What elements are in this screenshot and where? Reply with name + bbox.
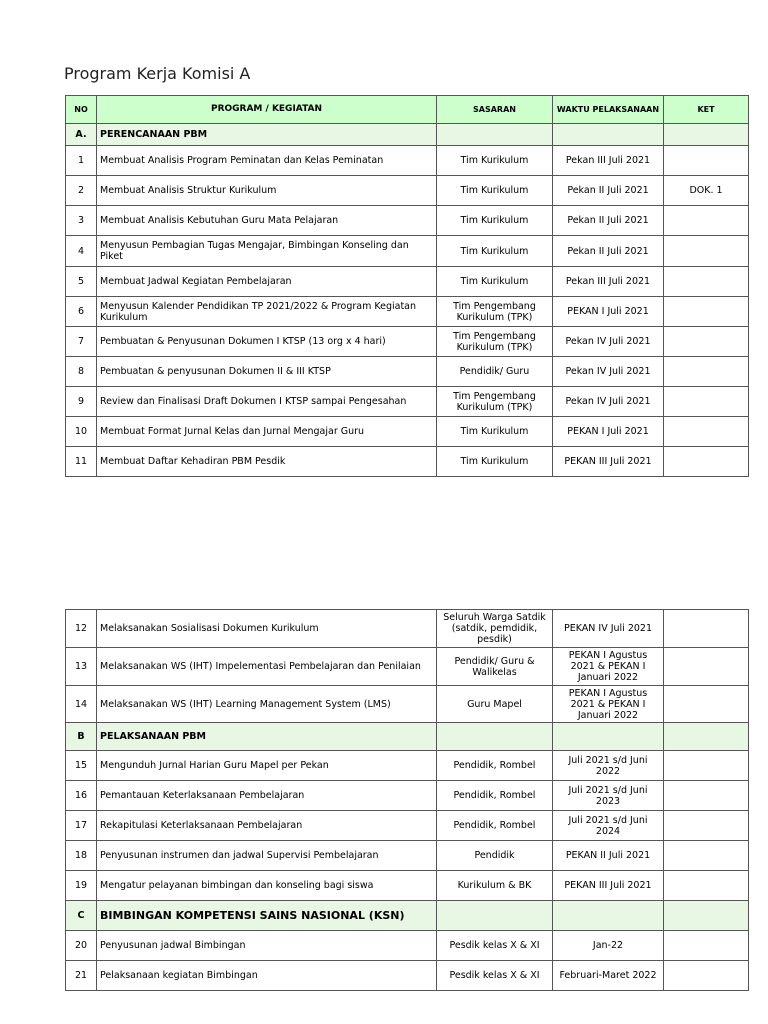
row-ket xyxy=(664,871,749,901)
row-number: 9 xyxy=(66,387,97,417)
table-row xyxy=(66,357,749,387)
table-row xyxy=(66,841,749,871)
header-sasaran: SASARAN xyxy=(437,96,553,124)
row-program: Pembuatan & Penyusunan Dokumen I KTSP (13 org x 4 hari) xyxy=(97,327,437,357)
section-row-b xyxy=(66,723,749,751)
row-program: Pemantauan Keterlaksanaan Pembelajaran xyxy=(97,781,437,811)
section-a-empty-ket xyxy=(664,124,749,146)
section-b-empty-sasaran xyxy=(437,723,553,751)
row-ket xyxy=(664,297,749,327)
table-row xyxy=(66,686,749,723)
table-header-row xyxy=(66,96,749,124)
section-b-empty-ket xyxy=(664,723,749,751)
row-sasaran: Guru Mapel xyxy=(437,686,553,723)
row-sasaran: Tim Kurikulum xyxy=(437,206,553,236)
row-number: 4 xyxy=(66,236,97,267)
table-row xyxy=(66,811,749,841)
row-sasaran: Tim Kurikulum xyxy=(437,447,553,477)
row-number: 3 xyxy=(66,206,97,236)
row-sasaran: Seluruh Warga Satdik (satdik, pemdidik, pesdik) xyxy=(437,610,553,648)
row-number: 15 xyxy=(66,751,97,781)
row-program: Penyusunan instrumen dan jadwal Supervisi Pembelajaran xyxy=(97,841,437,871)
section-c-empty-ket xyxy=(664,901,749,931)
row-waktu: Pekan III Juli 2021 xyxy=(553,146,664,176)
row-waktu: Juli 2021 s/d Juni 2024 xyxy=(553,811,664,841)
row-number: 10 xyxy=(66,417,97,447)
row-program: Melaksanakan Sosialisasi Dokumen Kurikulum xyxy=(97,610,437,648)
row-ket xyxy=(664,417,749,447)
row-ket xyxy=(664,236,749,267)
row-number: 1 xyxy=(66,146,97,176)
row-program: Pembuatan & penyusunan Dokumen II & III KTSP xyxy=(97,357,437,387)
row-ket xyxy=(664,267,749,297)
table-row xyxy=(66,327,749,357)
row-number: 12 xyxy=(66,610,97,648)
row-program: Rekapitulasi Keterlaksanaan Pembelajaran xyxy=(97,811,437,841)
row-program: Membuat Analisis Struktur Kurikulum xyxy=(97,176,437,206)
section-c-code: C xyxy=(66,901,97,931)
row-number: 11 xyxy=(66,447,97,477)
header-program: PROGRAM / KEGIATAN xyxy=(97,96,437,124)
row-ket xyxy=(664,610,749,648)
table-row xyxy=(66,206,749,236)
row-number: 5 xyxy=(66,267,97,297)
row-sasaran: Tim Kurikulum xyxy=(437,267,553,297)
row-sasaran: Tim Kurikulum xyxy=(437,176,553,206)
row-sasaran: Pendidik/ Guru xyxy=(437,357,553,387)
program-table-part-2 xyxy=(65,609,749,991)
row-sasaran: Kurikulum & BK xyxy=(437,871,553,901)
section-a-code: A. xyxy=(66,124,97,146)
table-row xyxy=(66,236,749,267)
table-row xyxy=(66,267,749,297)
row-sasaran: Pendidik, Rombel xyxy=(437,811,553,841)
header-ket: KET xyxy=(664,96,749,124)
section-c-empty-sasaran xyxy=(437,901,553,931)
row-ket xyxy=(664,751,749,781)
section-b-title: PELAKSANAAN PBM xyxy=(97,723,437,751)
row-number: 7 xyxy=(66,327,97,357)
row-waktu: Pekan II Juli 2021 xyxy=(553,176,664,206)
row-ket xyxy=(664,841,749,871)
section-c-empty-waktu xyxy=(553,901,664,931)
row-ket xyxy=(664,686,749,723)
table-row xyxy=(66,297,749,327)
program-table-part-1 xyxy=(65,95,749,477)
table-row xyxy=(66,648,749,686)
table-row xyxy=(66,610,749,648)
row-program: Melaksanakan WS (IHT) Impelementasi Pembelajaran dan Penilaian xyxy=(97,648,437,686)
table-row xyxy=(66,931,749,961)
section-b-code: B xyxy=(66,723,97,751)
row-number: 16 xyxy=(66,781,97,811)
row-waktu: PEKAN I Juli 2021 xyxy=(553,417,664,447)
table-row xyxy=(66,176,749,206)
row-sasaran: Tim Pengembang Kurikulum (TPK) xyxy=(437,387,553,417)
row-sasaran: Pesdik kelas X & XI xyxy=(437,961,553,991)
row-program: Pelaksanaan kegiatan Bimbingan xyxy=(97,961,437,991)
row-ket xyxy=(664,961,749,991)
row-ket xyxy=(664,781,749,811)
row-sasaran: Tim Kurikulum xyxy=(437,146,553,176)
row-sasaran: Pendidik, Rombel xyxy=(437,751,553,781)
row-number: 14 xyxy=(66,686,97,723)
row-program: Membuat Daftar Kehadiran PBM Pesdik xyxy=(97,447,437,477)
row-ket xyxy=(664,648,749,686)
table-row xyxy=(66,447,749,477)
row-program: Penyusunan jadwal Bimbingan xyxy=(97,931,437,961)
table-row xyxy=(66,871,749,901)
section-a-empty-waktu xyxy=(553,124,664,146)
row-ket: DOK. 1 xyxy=(664,176,749,206)
row-program: Membuat Analisis Program Peminatan dan Kelas Peminatan xyxy=(97,146,437,176)
row-number: 18 xyxy=(66,841,97,871)
row-program: Membuat Format Jurnal Kelas dan Jurnal Mengajar Guru xyxy=(97,417,437,447)
table-row xyxy=(66,961,749,991)
row-ket xyxy=(664,447,749,477)
row-sasaran: Tim Pengembang Kurikulum (TPK) xyxy=(437,327,553,357)
row-waktu: Juli 2021 s/d Juni 2023 xyxy=(553,781,664,811)
row-sasaran: Pesdik kelas X & XI xyxy=(437,931,553,961)
section-a-empty-sasaran xyxy=(437,124,553,146)
document-title: Program Kerja Komisi A xyxy=(64,64,251,83)
row-number: 8 xyxy=(66,357,97,387)
row-number: 6 xyxy=(66,297,97,327)
row-waktu: Februari-Maret 2022 xyxy=(553,961,664,991)
row-ket xyxy=(664,146,749,176)
row-sasaran: Pendidik/ Guru & Walikelas xyxy=(437,648,553,686)
row-waktu: Pekan IV Juli 2021 xyxy=(553,387,664,417)
row-sasaran: Pendidik, Rombel xyxy=(437,781,553,811)
row-number: 21 xyxy=(66,961,97,991)
row-waktu: PEKAN I Juli 2021 xyxy=(553,297,664,327)
row-waktu: Pekan III Juli 2021 xyxy=(553,267,664,297)
row-sasaran: Tim Pengembang Kurikulum (TPK) xyxy=(437,297,553,327)
row-program: Review dan Finalisasi Draft Dokumen I KTSP sampai Pengesahan xyxy=(97,387,437,417)
row-waktu: Jan-22 xyxy=(553,931,664,961)
table-row xyxy=(66,751,749,781)
section-b-empty-waktu xyxy=(553,723,664,751)
row-waktu: Pekan IV Juli 2021 xyxy=(553,357,664,387)
row-program: Menyusun Pembagian Tugas Mengajar, Bimbingan Konseling dan Piket xyxy=(97,236,437,267)
row-sasaran: Pendidik xyxy=(437,841,553,871)
row-waktu: PEKAN I Agustus 2021 & PEKAN I Januari 2022 xyxy=(553,686,664,723)
row-program: Mengunduh Jurnal Harian Guru Mapel per Pekan xyxy=(97,751,437,781)
row-number: 19 xyxy=(66,871,97,901)
row-waktu: PEKAN III Juli 2021 xyxy=(553,447,664,477)
table-row xyxy=(66,417,749,447)
row-waktu: Pekan II Juli 2021 xyxy=(553,206,664,236)
row-waktu: PEKAN III Juli 2021 xyxy=(553,871,664,901)
section-a-title: PERENCANAAN PBM xyxy=(97,124,437,146)
row-number: 2 xyxy=(66,176,97,206)
row-ket xyxy=(664,931,749,961)
table-row xyxy=(66,387,749,417)
row-program: Membuat Jadwal Kegiatan Pembelajaran xyxy=(97,267,437,297)
row-number: 20 xyxy=(66,931,97,961)
row-number: 13 xyxy=(66,648,97,686)
row-waktu: Juli 2021 s/d Juni 2022 xyxy=(553,751,664,781)
row-program: Menyusun Kalender Pendidikan TP 2021/2022 & Program Kegiatan Kurikulum xyxy=(97,297,437,327)
table-row xyxy=(66,781,749,811)
row-ket xyxy=(664,357,749,387)
row-ket xyxy=(664,387,749,417)
row-waktu: PEKAN II Juli 2021 xyxy=(553,841,664,871)
row-ket xyxy=(664,327,749,357)
row-waktu: PEKAN IV Juli 2021 xyxy=(553,610,664,648)
row-waktu: Pekan II Juli 2021 xyxy=(553,236,664,267)
row-program: Mengatur pelayanan bimbingan dan konseling bagi siswa xyxy=(97,871,437,901)
row-ket xyxy=(664,811,749,841)
row-waktu: PEKAN I Agustus 2021 & PEKAN I Januari 2022 xyxy=(553,648,664,686)
header-no: NO xyxy=(66,96,97,124)
section-row-a xyxy=(66,124,749,146)
section-row-c xyxy=(66,901,749,931)
table-row xyxy=(66,146,749,176)
row-program: Melaksanakan WS (IHT) Learning Management System (LMS) xyxy=(97,686,437,723)
row-waktu: Pekan IV Juli 2021 xyxy=(553,327,664,357)
row-sasaran: Tim Kurikulum xyxy=(437,236,553,267)
header-waktu: WAKTU PELAKSANAAN xyxy=(553,96,664,124)
row-number: 17 xyxy=(66,811,97,841)
row-program: Membuat Analisis Kebutuhan Guru Mata Pelajaran xyxy=(97,206,437,236)
section-c-title: BIMBINGAN KOMPETENSI SAINS NASIONAL (KSN) xyxy=(97,901,437,931)
row-ket xyxy=(664,206,749,236)
row-sasaran: Tim Kurikulum xyxy=(437,417,553,447)
